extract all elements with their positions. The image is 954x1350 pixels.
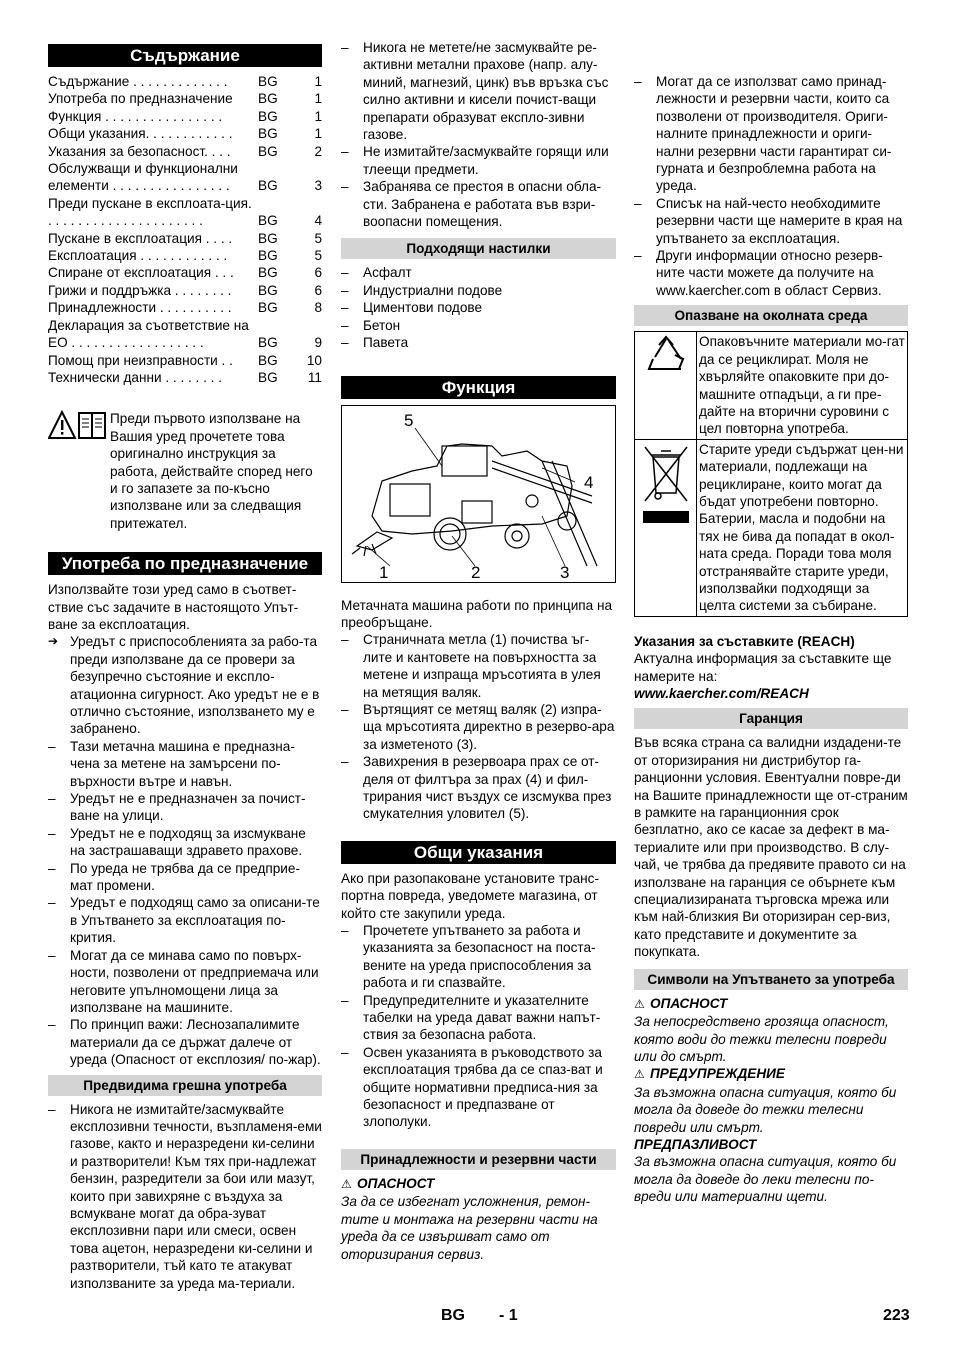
accessories-heading: Принадлежности и резервни части: [341, 1149, 616, 1170]
footer-page-label: - 1: [499, 1307, 518, 1324]
function-item-1: – Страничната метла (1) почиства ъг-лите и кантовете на повърхността за метене и изпраща мръсотията в улея на метящия валяк.: [341, 631, 616, 701]
symbols-heading: Символи на Упътването за употреба: [634, 969, 908, 990]
toc-row[interactable]: [48, 282, 322, 299]
toc-lang: BG: [258, 335, 278, 351]
surface-item-5: – Павета: [341, 334, 616, 351]
toc-lang: BG: [258, 265, 278, 281]
toc-lang: BG: [258, 143, 278, 159]
table-of-contents: [48, 73, 322, 386]
figure-label-1: 1: [379, 562, 389, 582]
intended-use-item-7: – По принцип важи: Леснозапалимите материали да се държат далече от уреда (Опасност от експлозия/ по-жар).: [48, 1016, 322, 1068]
toc-page: 11: [307, 369, 322, 385]
toc-title: Общи указания. . . . . . . . . . . .: [48, 126, 233, 142]
toc-page: 1: [314, 126, 322, 142]
toc-title: Грижи и поддръжка . . . . . . . .: [48, 282, 232, 298]
toc-lang: BG: [258, 108, 278, 124]
toc-title: Принадлежности . . . . . . . . . .: [48, 300, 232, 316]
intended-use-intro: Използвайте този уред само в съответ-ствие със задачите в настоящото Упът-ване за експлоатация.: [48, 582, 299, 632]
toc-lang: BG: [258, 213, 278, 229]
function-heading: Функция: [341, 376, 616, 399]
misuse-heading: Предвидима грешна употреба: [48, 1075, 322, 1096]
general-intro: Ако при разопаковане установите транс-портна повреда, уведомете магазина, от който сте закупили уреда.: [341, 870, 600, 921]
toc-row[interactable]: [48, 73, 322, 90]
toc-page: 1: [314, 91, 322, 107]
general-item-1: – Прочетете упътването за работа и указанията за безопасност на поста-вените на уреда приспособления за работа и ги спазвайте.: [341, 922, 616, 992]
symbols-caution-text: За възможна опасна ситуация, която би могла да доведе до леки телесни по-вреди или материални щети.: [634, 1154, 897, 1205]
toc-row[interactable]: [48, 125, 322, 142]
reach-url[interactable]: www.kaercher.com/REACH: [634, 686, 809, 701]
accessories-list: [634, 73, 908, 299]
misuse-item-1: – Никога не измитайте/засмуквайте експлозивни течности, възпламеня-еми газове, както и неразредени ки-селини и разтворители! Към тях при-надлежат бензин, разредители за бои или мазут, които при завихряне с въздуха за всмукване могат да обра-зуват експлозивни пари или смеси, освен това ацетон, неразредени ки-селини и разтворители, тъй като те атакуват използваните за уреда ма-териали.: [48, 1101, 322, 1292]
accessories-danger-label: ОПАСНОСТ: [357, 1175, 435, 1191]
toc-row[interactable]: [48, 160, 322, 195]
figure-label-3: 3: [560, 562, 570, 582]
warning-small-icon: ⚠: [634, 996, 645, 1011]
toc-title: Функция . . . . . . . . . . . . . . . .: [48, 108, 223, 124]
function-item-3: – Завихрения в резервоара прах се от-деля от филтъра за прах (4) и фил-трирания чист въздух се изсмуква през смукателния уловител (5).: [341, 753, 616, 823]
toc-title: Декларация за съответствие на ЕО . . . . . . . . . . . . . . . . . .: [48, 317, 249, 351]
sweeper-figure: [341, 405, 616, 583]
function-intro: Метачната машина работи по принципа на преобръщане.: [341, 597, 613, 630]
toc-title: Технически данни . . . . . . . .: [48, 369, 222, 385]
toc-page: 4: [314, 213, 322, 229]
toc-page: 2: [314, 143, 322, 159]
symbols-warning-label: ПРЕДУПРЕЖДЕНИЕ: [650, 1066, 785, 1082]
environment-table: [634, 331, 908, 617]
figure-label-5: 5: [404, 410, 414, 430]
toc-lang: BG: [258, 369, 278, 385]
figure-label-4: 4: [584, 472, 594, 492]
surfaces-heading: Подходящи настилки: [341, 238, 616, 259]
warning-intro-text: Преди първото използване на Вашия уред прочетете това оригинално инструкция за работа, действайте според него и го запазете за по-късно използване или за следващия притежател.: [110, 411, 313, 531]
toc-lang: BG: [258, 352, 278, 368]
toc-heading: Съдържание: [48, 44, 322, 67]
intended-use-item-5: – Уредът е подходящ само за описани-те в Упътването за експлоатация по-крития.: [48, 894, 322, 946]
column-3: [634, 39, 908, 1206]
accessories-danger-text: За да се избегнат усложнения, ремон-тите и монтажа на резервни части на уреда да се извършват само от оторизирания сервиз.: [341, 1194, 598, 1262]
accessories-item-1: – Могат да се използват само принад-лежности и резервни части, които са позволени от производителя. Ориги-налните принадлежности и ориги-нални резервни части гарантират си-гурната и безпроблемна работа на уреда.: [634, 73, 908, 195]
warning-intro: [48, 410, 322, 532]
warning-triangle-icon: [49, 412, 75, 438]
warning-manual-icon: [48, 410, 110, 444]
toc-row[interactable]: [48, 352, 322, 369]
surface-item-3: – Циментови подове: [341, 299, 616, 316]
intended-use-item-1: – Тази метачна машина е предназна-чена за метене на замърсени по-върхности вътре и навън.: [48, 738, 322, 790]
surface-item-2: – Индустриални подове: [341, 282, 616, 299]
misuse-list: [341, 39, 616, 230]
misuse-item-4: – Забранява се престоя в опасни обла-сти. Забранена е работата във взри-воопасни помещения.: [341, 178, 616, 230]
toc-lang: BG: [258, 230, 278, 246]
toc-row[interactable]: [48, 195, 322, 230]
recycle-icon: [639, 333, 693, 387]
environment-heading: Опазване на околната среда: [634, 305, 908, 326]
column-1: [48, 44, 322, 1292]
toc-lang: BG: [258, 248, 278, 264]
surfaces-list: [341, 264, 616, 351]
toc-row[interactable]: [48, 143, 322, 160]
surface-item-4: – Бетон: [341, 317, 616, 334]
toc-title: Спиране от експлоатация . . .: [48, 265, 234, 281]
reach-text: Актуална информация за съставките ще намерите на:: [634, 651, 892, 684]
toc-page: 5: [314, 248, 322, 264]
toc-lang: BG: [258, 126, 278, 142]
environment-old-devices-text: Старите уреди съдържат цен-ни материали, подлежащи на рециклиране, които могат да бъдат употребени повторно. Батерии, масла и подобни на тях не бива да попадат в окол-ната среда. Поради това моля отстранявайте старите уреди, използвайки подходящи за целта системи за събиране.: [697, 439, 908, 616]
toc-page: 1: [314, 108, 322, 124]
toc-title: Указания за безопасност. . . .: [48, 143, 231, 159]
warranty-text: Във всяка страна са валидни издадени-те от оторизирания ни дистрибутор га-ранционни условия. Евентуални повре-ди на Вашите принадлежности ще от-страним в рамките на гаранционния срок безплатно, ако се касае за дефект в ма-териалите или при производство. В слу-чай, че трябва да предявите правото си на използване на гаранция се обърнете към специализираната търговска мрежа или към най-близкия Ви оторизиран сер-виз, като представите и документите за покупката.: [634, 735, 908, 960]
intended-use-item-3: – Уредът не е подходящ за изсмукване на застрашаващи здравето прахове.: [48, 825, 322, 860]
toc-title: Помощ при неизправности . .: [48, 352, 233, 368]
symbols-warning-text: За възможна опасна ситуация, която би могла да доведе до тежки телесни повреди или смърт.: [634, 1084, 897, 1135]
accessories-item-3: – Други информации относно резерв-ните части можете да получите на www.kaercher.com в област Сервиз.: [634, 247, 908, 299]
general-item-2: – Предупредителните и указателните табелки на уреда дават важни напът-ствия за безопасна работа.: [341, 992, 616, 1044]
intended-use-item-4: – По уреда не трябва да се предприе-мат промени.: [48, 860, 322, 895]
toc-page: 6: [314, 265, 322, 281]
toc-row[interactable]: [48, 90, 322, 107]
function-item-2: – Въртящият се метящ валяк (2) изпра-ща мръсотията директно в резерво-ара за изметеното (3).: [341, 701, 616, 753]
toc-title: Обслужващи и функционални елементи . . . . . . . . . . . . . . . .: [48, 161, 238, 194]
toc-row[interactable]: [48, 108, 322, 125]
warning-small-icon: ⚠: [341, 1176, 352, 1191]
toc-page: 10: [306, 352, 322, 368]
toc-lang: BG: [258, 178, 278, 194]
surface-item-1: – Асфалт: [341, 264, 616, 281]
manual-book-icon: [79, 413, 105, 438]
toc-row[interactable]: [48, 230, 322, 247]
crossed-out-bin-icon: [639, 441, 693, 531]
reach-heading: Указания за съставките (REACH): [634, 633, 855, 649]
general-heading: Общи указания: [341, 841, 616, 864]
toc-row[interactable]: [48, 317, 322, 352]
column-2: [341, 39, 616, 1263]
function-list: [341, 631, 616, 822]
misuse-item-3: – Не измитайте/засмуквайте горящи или тлеещи предмети.: [341, 143, 616, 178]
intended-use-list: [48, 738, 322, 1069]
page-footer: [0, 1307, 954, 1329]
symbols-danger-label: ОПАСНОСТ: [650, 995, 728, 1011]
toc-title: Пускане в експлоатация . . . .: [48, 230, 233, 246]
toc-lang: BG: [258, 91, 278, 107]
toc-page: 1: [314, 74, 322, 89]
footer-lang: BG: [441, 1307, 465, 1324]
environment-packaging-text: Опаковъчните материали мо-гат да се рециклират. Моля не хвърляйте опаковките при до-машните отпадъци, а ги пре-дайте на вторични суровини с цел повторна употреба.: [697, 332, 908, 439]
toc-title: Преди пускане в експлоата-ция. . . . . . . . . . . . . . . . . . . . . .: [48, 195, 252, 229]
accessories-item-2: – Списък на най-често необходимите резервни части ще намерите в края на упътването за експлоатация.: [634, 195, 908, 247]
warranty-heading: Гаранция: [634, 708, 908, 729]
toc-page: 9: [314, 335, 322, 351]
toc-page: 6: [314, 282, 322, 298]
toc-title: Експлоатация . . . . . . . . . . . .: [48, 248, 228, 264]
warning-small-icon: ⚠: [634, 1067, 645, 1082]
intended-use-arrow-item: ➔ Уредът с приспособленията за рабо-та преди използване да се провери за безупречно състояние и експло-атационна сигурност. Ако уредът не е в отлично състояние, използването му е забранено.: [48, 633, 322, 737]
figure-label-2: 2: [471, 562, 481, 582]
toc-page: 5: [314, 230, 322, 246]
symbols-danger-text: За непосредствено грозяща опасност, която води до тежки телесни повреди или до смърт.: [634, 1014, 889, 1064]
intended-use-item-6: – Могат да се минава само по повърх-ности, позволени от предприемача или неговите упълномощени лица за използване на машините.: [48, 947, 322, 1017]
toc-lang: BG: [258, 282, 278, 298]
symbols-caution-label: ПРЕДПАЗЛИВОСТ: [634, 1136, 757, 1152]
toc-row[interactable]: [48, 247, 322, 264]
footer-page-number: 223: [883, 1307, 910, 1324]
intended-use-item-2: – Уредът не е предназначен за почист-ване на улици.: [48, 790, 322, 825]
general-list: [341, 922, 616, 1131]
toc-row[interactable]: [48, 369, 322, 386]
toc-row[interactable]: [48, 264, 322, 281]
general-item-3: – Освен указанията в ръководството за експлоатация трябва да се спаз-ват и общите нормативни предписа-ния за безопасност и предпазване от злополуки.: [341, 1044, 616, 1131]
toc-title: Употреба по предназначение: [48, 91, 233, 107]
toc-page: 8: [314, 300, 322, 316]
toc-lang: BG: [258, 300, 278, 316]
toc-page: 3: [314, 178, 322, 194]
toc-row[interactable]: [48, 299, 322, 316]
toc-lang: BG: [258, 74, 278, 89]
intended-use-heading: Употреба по предназначение: [48, 552, 322, 575]
misuse-item-2: – Никога не метете/не засмуквайте ре-активни метални прахове (напр. алу-миний, магнезий, цинк) във връзка със силно активни и кисели почист-ващи препарати образуват експло-зивни газове.: [341, 39, 616, 143]
toc-title: Съдържание . . . . . . . . . . . . .: [48, 74, 228, 89]
sweeper-illustration: [342, 406, 615, 582]
